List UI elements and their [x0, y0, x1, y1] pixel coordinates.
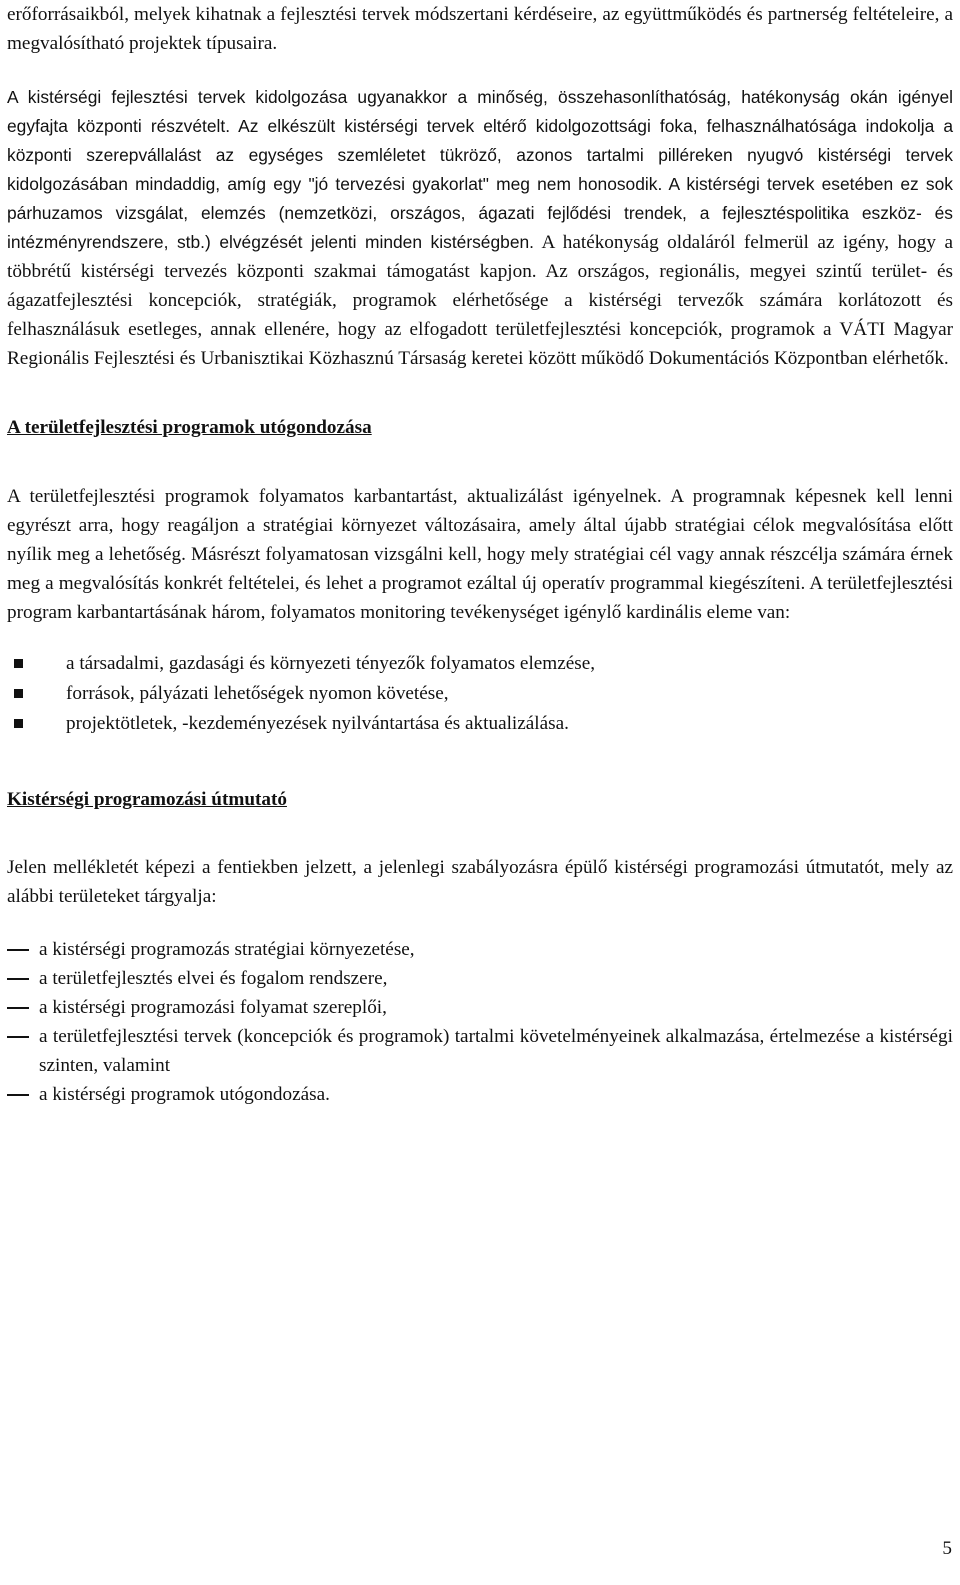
paragraph-1-text: erőforrásaikból, melyek kihatnak a fejlesztési tervek módszertani kérdéseire, az együttműködés és partnerség feltételeire, a megvalósítható projektek típusaira.: [7, 4, 953, 54]
section-2-paragraph: Jelen mellékletét képezi a fentiekben jelzett, a jelenlegi szabályozásra épülő kistérségi programozási útmutatót, mely az alábbi területeket tárgyalja:: [7, 857, 953, 907]
dash-bullet-icon: [7, 978, 29, 980]
list-item: források, pályázati lehetőségek nyomon követése,: [7, 679, 953, 709]
paragraph-2: [7, 83, 953, 373]
paragraph-1: [7, 0, 953, 58]
list-item: a kistérségi programozás stratégiai környezetése,: [7, 935, 953, 964]
square-bullet-icon: [14, 719, 23, 728]
dash-bullet-icon: [7, 1094, 29, 1096]
section-heading-utogondozas: A területfejlesztési programok utógondozása: [7, 417, 372, 438]
dash-bullet-icon: [7, 1007, 29, 1009]
list-item: a kistérségi programozási folyamat szereplői,: [7, 993, 953, 1022]
list-item: a területfejlesztési tervek (koncepciók és programok) tartalmi követelményeinek alkalmazása, értelmezése a kistérségi szinten, valamint: [7, 1022, 953, 1080]
paragraph-2-text-b: A hatékonyság oldaláról felmerül az igény, hogy a többrétű kistérségi tervezés központi szakmai támogatást kapjon. Az országos, regionális, megyei szintű terület- és ágazatfejlesztési koncepciók, stratégiák, programok elérhetősége a kistérségi tervezők számára korlátozott és felhasználásuk esetleges, annak ellenére, hogy az elfogadott területfejlesztési koncepciók, programok a VÁTI Magyar Regionális Fejlesztési és Urbanisztikai Közhasznú Társaság keretei között működő Dokumentációs Központban elérhetők.: [7, 232, 953, 369]
list-item: a társadalmi, gazdasági és környezeti tényezők folyamatos elemzése,: [7, 649, 953, 679]
document-page: [7, 0, 953, 1109]
square-bullet-icon: [14, 659, 23, 668]
dash-list: [7, 935, 953, 1109]
bullet-list: [7, 649, 953, 739]
paragraph-2-text-a: A kistérségi fejlesztési tervek kidolgozása ugyanakkor a minőség, összehasonlíthatóság, hatékonyság okán igényel egyfajta központi részvételt. Az elkészült kistérségi tervek eltérő kidolgozottsági foka, felhasználhatósága indokolja a központi szerepvállalást az egységes szemléletet tükröző, azonos tartalmi pilléreken nyugvó kistérségi tervek kidolgozásában mindaddig, amíg egy "jó tervezési gyakorlat" meg nem honosodik. A kistérségi tervek esetében ez sok párhuzamos vizsgálat, elemzés (nemzetközi, országos, ágazati fejlődési trendek, a fejlesztéspolitika eszköz- és intézményrendszere, stb.) elvégzését jelenti minden kistérségben.: [7, 87, 953, 252]
list-item: a kistérségi programok utógondozása.: [7, 1080, 953, 1109]
square-bullet-icon: [14, 689, 23, 698]
dash-bullet-icon: [7, 949, 29, 951]
dash-bullet-icon: [7, 1036, 29, 1038]
list-item: a területfejlesztés elvei és fogalom rendszere,: [7, 964, 953, 993]
list-item: projektötletek, -kezdeményezések nyilvántartása és aktualizálása.: [7, 709, 953, 739]
section-heading-utmutato: Kistérségi programozási útmutató: [7, 789, 287, 810]
section-1-paragraph: A területfejlesztési programok folyamatos karbantartást, aktualizálást igényelnek. A programnak képesnek kell lenni egyrészt arra, hogy reagáljon a stratégiai környezet változásaira, amely által újabb stratégiai célok megvalósítása előtt nyílik meg a lehetőség. Másrészt folyamatosan vizsgálni kell, hogy mely stratégiai cél vagy annak részcélja számára érnek meg a megvalósítás konkrét feltételei, és lehet a programot ezáltal új operatív programmal kiegészíteni. A területfejlesztési program karbantartásának három, folyamatos monitoring tevékenységet igénylő kardinális eleme van:: [7, 486, 953, 623]
page-number: 5: [942, 1538, 952, 1559]
